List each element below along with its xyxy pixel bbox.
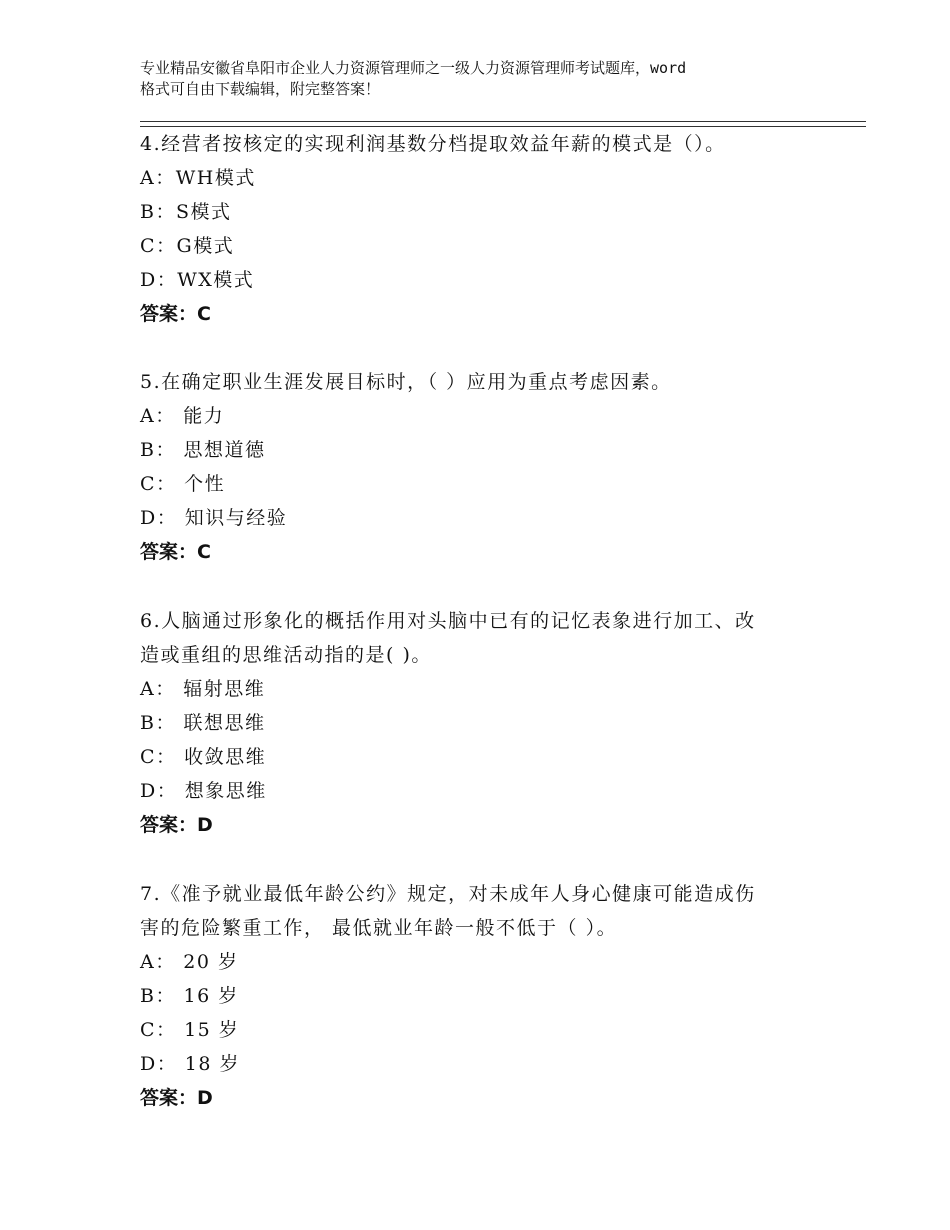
option-a: A：WH模式 <box>140 167 256 189</box>
question-7 <box>140 877 830 1115</box>
option-a: A： 辐射思维 <box>140 678 266 700</box>
answer-label: 答案：C <box>140 303 211 325</box>
option-b: B： 联想思维 <box>140 712 266 734</box>
document-header <box>140 58 840 100</box>
option-d: D：WX模式 <box>140 269 255 291</box>
option-b: B：S模式 <box>140 201 232 223</box>
question-text-line-1: 7.《准予就业最低年龄公约》规定，对未成年人身心健康可能造成伤 <box>140 883 756 905</box>
option-d: D： 18 岁 <box>140 1053 240 1075</box>
option-c: C：G模式 <box>140 235 235 257</box>
option-d: D： 想象思维 <box>140 780 267 802</box>
question-text-line-1: 6.人脑通过形象化的概括作用对头脑中已有的记忆表象进行加工、改 <box>140 610 756 632</box>
question-5 <box>140 365 830 569</box>
option-a: A： 20 岁 <box>140 951 239 973</box>
question-text-line-2: 害的危险繁重工作， 最低就业年龄一般不低于（ ）。 <box>140 917 618 939</box>
question-text: 4.经营者按核定的实现利润基数分档提取效益年薪的模式是（）。 <box>140 133 726 155</box>
answer-label: 答案：C <box>140 541 211 563</box>
option-b: B： 思想道德 <box>140 439 266 461</box>
option-c: C： 收敛思维 <box>140 746 267 768</box>
option-c: C： 15 岁 <box>140 1019 240 1041</box>
answer-label: 答案：D <box>140 814 213 836</box>
answer-label: 答案：D <box>140 1087 213 1109</box>
question-text-line-2: 造或重组的思维活动指的是( )。 <box>140 644 432 666</box>
option-b: B： 16 岁 <box>140 985 239 1007</box>
option-a: A： 能力 <box>140 405 225 427</box>
question-text: 5.在确定职业生涯发展目标时，（ ）应用为重点考虑因素。 <box>140 371 672 393</box>
option-c: C： 个性 <box>140 473 226 495</box>
question-4 <box>140 127 830 331</box>
header-line-1: 专业精品安徽省阜阳市企业人力资源管理师之一级人力资源管理师考试题库，word <box>140 59 687 77</box>
option-d: D： 知识与经验 <box>140 507 288 529</box>
question-6 <box>140 604 830 842</box>
header-line-2: 格式可自由下载编辑，附完整答案！ <box>140 80 381 98</box>
